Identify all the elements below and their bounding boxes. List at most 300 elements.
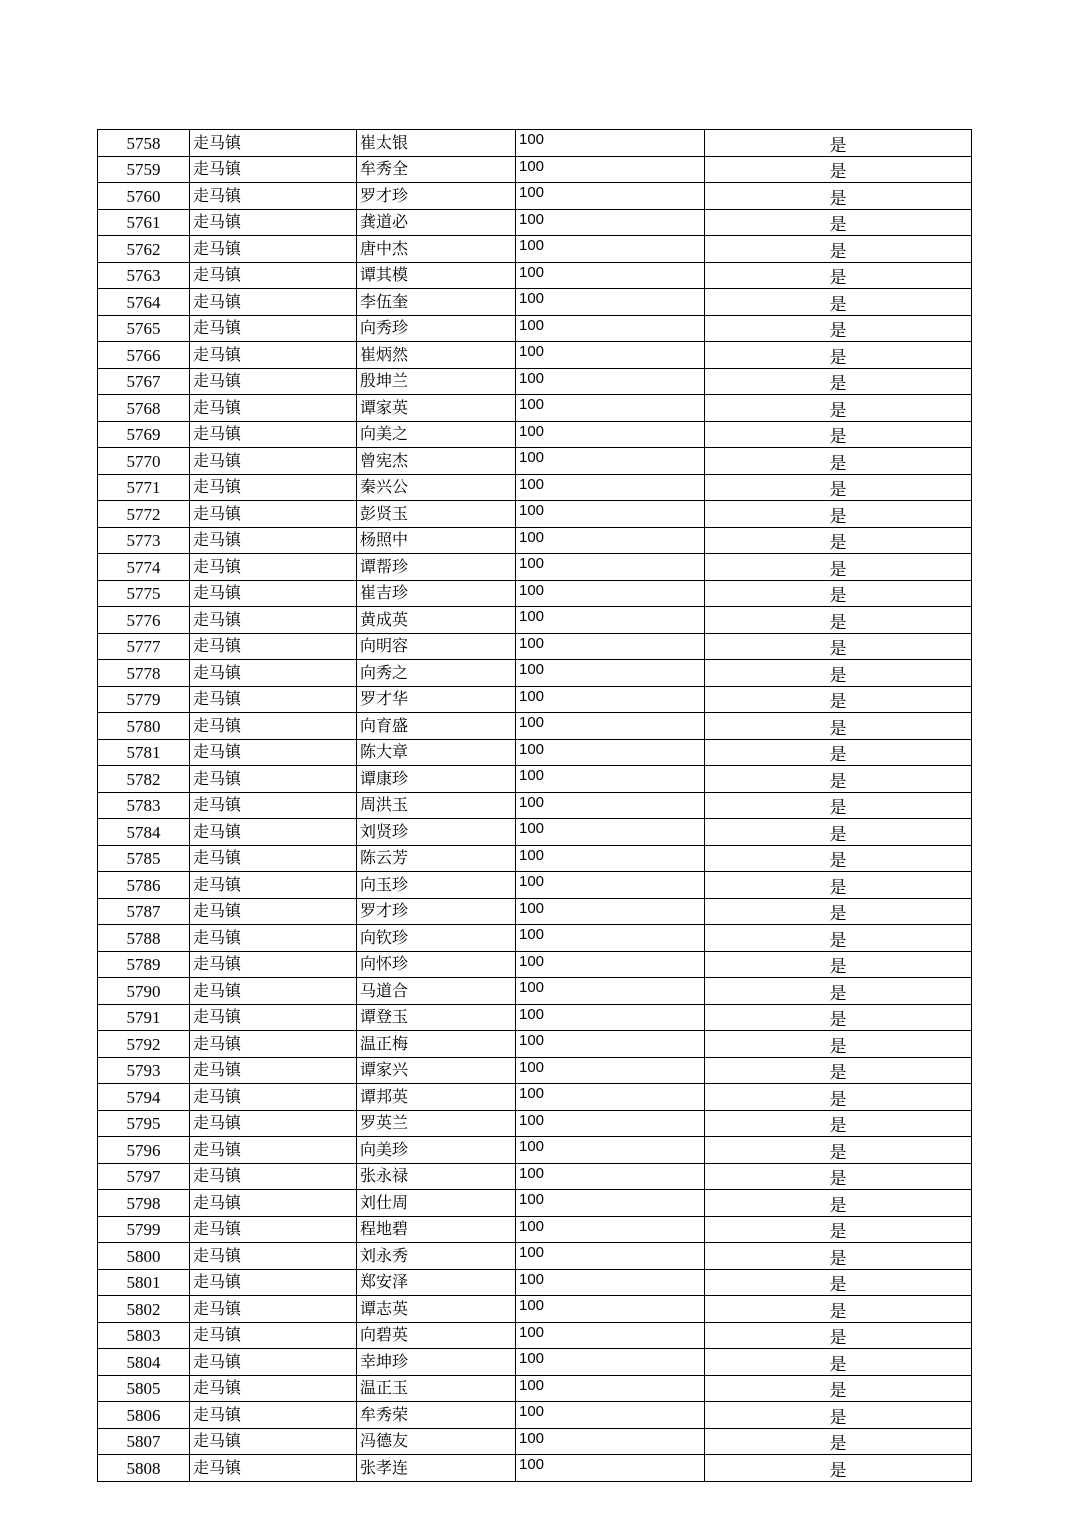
amount-cell: 100	[516, 1349, 705, 1376]
table-row	[98, 686, 972, 713]
status-cell: 是	[705, 872, 972, 899]
town-cell: 走马镇	[190, 501, 357, 528]
table-row	[98, 342, 972, 369]
table-row	[98, 739, 972, 766]
status-cell: 是	[705, 819, 972, 846]
status-cell: 是	[705, 209, 972, 236]
status-cell: 是	[705, 262, 972, 289]
town-cell: 走马镇	[190, 1243, 357, 1270]
amount-cell: 100	[516, 474, 705, 501]
table-row	[98, 130, 972, 157]
table-row	[98, 368, 972, 395]
table-row	[98, 845, 972, 872]
town-cell: 走马镇	[190, 978, 357, 1005]
table-row	[98, 1057, 972, 1084]
table-row	[98, 1084, 972, 1111]
table-row	[98, 1163, 972, 1190]
status-cell: 是	[705, 1137, 972, 1164]
town-cell: 走马镇	[190, 315, 357, 342]
town-cell: 走马镇	[190, 607, 357, 634]
name-cell: 向秀珍	[357, 315, 516, 342]
amount-cell: 100	[516, 130, 705, 157]
town-cell: 走马镇	[190, 1031, 357, 1058]
amount-cell: 100	[516, 236, 705, 263]
town-cell: 走马镇	[190, 1190, 357, 1217]
amount-cell: 100	[516, 845, 705, 872]
amount-cell: 100	[516, 872, 705, 899]
amount-cell: 100	[516, 1296, 705, 1323]
name-cell: 向秀之	[357, 660, 516, 687]
row-number: 5769	[98, 421, 190, 448]
table-row	[98, 1402, 972, 1429]
amount-cell: 100	[516, 1163, 705, 1190]
row-number: 5794	[98, 1084, 190, 1111]
row-number: 5765	[98, 315, 190, 342]
amount-cell: 100	[516, 1402, 705, 1429]
amount-cell: 100	[516, 686, 705, 713]
row-number: 5800	[98, 1243, 190, 1270]
town-cell: 走马镇	[190, 156, 357, 183]
table-row	[98, 792, 972, 819]
table-row	[98, 395, 972, 422]
amount-cell: 100	[516, 819, 705, 846]
name-cell: 罗才华	[357, 686, 516, 713]
town-cell: 走马镇	[190, 1428, 357, 1455]
name-cell: 谭家兴	[357, 1057, 516, 1084]
name-cell: 罗才珍	[357, 183, 516, 210]
name-cell: 郑安泽	[357, 1269, 516, 1296]
name-cell: 向明容	[357, 633, 516, 660]
town-cell: 走马镇	[190, 342, 357, 369]
status-cell: 是	[705, 236, 972, 263]
name-cell: 刘永秀	[357, 1243, 516, 1270]
row-number: 5785	[98, 845, 190, 872]
table-row	[98, 819, 972, 846]
status-cell: 是	[705, 1402, 972, 1429]
row-number: 5779	[98, 686, 190, 713]
status-cell: 是	[705, 925, 972, 952]
status-cell: 是	[705, 156, 972, 183]
row-number: 5793	[98, 1057, 190, 1084]
amount-cell: 100	[516, 898, 705, 925]
name-cell: 谭邦英	[357, 1084, 516, 1111]
table-row	[98, 1004, 972, 1031]
row-number: 5759	[98, 156, 190, 183]
status-cell: 是	[705, 421, 972, 448]
name-cell: 曾宪杰	[357, 448, 516, 475]
status-cell: 是	[705, 1057, 972, 1084]
name-cell: 张孝连	[357, 1455, 516, 1482]
town-cell: 走马镇	[190, 395, 357, 422]
status-cell: 是	[705, 845, 972, 872]
amount-cell: 100	[516, 607, 705, 634]
table-row	[98, 1110, 972, 1137]
status-cell: 是	[705, 686, 972, 713]
row-number: 5787	[98, 898, 190, 925]
amount-cell: 100	[516, 395, 705, 422]
amount-cell: 100	[516, 1190, 705, 1217]
amount-cell: 100	[516, 1322, 705, 1349]
row-number: 5761	[98, 209, 190, 236]
status-cell: 是	[705, 474, 972, 501]
status-cell: 是	[705, 978, 972, 1005]
status-cell: 是	[705, 1322, 972, 1349]
amount-cell: 100	[516, 951, 705, 978]
name-cell: 幸坤珍	[357, 1349, 516, 1376]
name-cell: 崔吉珍	[357, 580, 516, 607]
town-cell: 走马镇	[190, 554, 357, 581]
status-cell: 是	[705, 580, 972, 607]
name-cell: 谭登玉	[357, 1004, 516, 1031]
row-number: 5763	[98, 262, 190, 289]
table-row	[98, 1137, 972, 1164]
amount-cell: 100	[516, 925, 705, 952]
town-cell: 走马镇	[190, 739, 357, 766]
name-cell: 马道合	[357, 978, 516, 1005]
town-cell: 走马镇	[190, 1402, 357, 1429]
row-number: 5789	[98, 951, 190, 978]
amount-cell: 100	[516, 183, 705, 210]
status-cell: 是	[705, 1031, 972, 1058]
table-row	[98, 421, 972, 448]
town-cell: 走马镇	[190, 1004, 357, 1031]
table-row	[98, 580, 972, 607]
status-cell: 是	[705, 527, 972, 554]
town-cell: 走马镇	[190, 448, 357, 475]
name-cell: 彭贤玉	[357, 501, 516, 528]
row-number: 5804	[98, 1349, 190, 1376]
row-number: 5764	[98, 289, 190, 316]
status-cell: 是	[705, 1084, 972, 1111]
name-cell: 陈云芳	[357, 845, 516, 872]
town-cell: 走马镇	[190, 1296, 357, 1323]
town-cell: 走马镇	[190, 421, 357, 448]
status-cell: 是	[705, 448, 972, 475]
table-row	[98, 951, 972, 978]
table-row	[98, 262, 972, 289]
status-cell: 是	[705, 315, 972, 342]
row-number: 5803	[98, 1322, 190, 1349]
amount-cell: 100	[516, 1137, 705, 1164]
status-cell: 是	[705, 633, 972, 660]
table-row	[98, 1243, 972, 1270]
name-cell: 唐中杰	[357, 236, 516, 263]
table-row	[98, 554, 972, 581]
table-row	[98, 1428, 972, 1455]
status-cell: 是	[705, 951, 972, 978]
table-row	[98, 156, 972, 183]
row-number: 5770	[98, 448, 190, 475]
row-number: 5773	[98, 527, 190, 554]
row-number: 5798	[98, 1190, 190, 1217]
status-cell: 是	[705, 739, 972, 766]
name-cell: 向美之	[357, 421, 516, 448]
row-number: 5772	[98, 501, 190, 528]
town-cell: 走马镇	[190, 236, 357, 263]
table-row	[98, 872, 972, 899]
table-row	[98, 183, 972, 210]
table-body	[98, 130, 972, 1482]
name-cell: 刘仕周	[357, 1190, 516, 1217]
name-cell: 秦兴公	[357, 474, 516, 501]
name-cell: 向玉珍	[357, 872, 516, 899]
town-cell: 走马镇	[190, 1163, 357, 1190]
name-cell: 温正玉	[357, 1375, 516, 1402]
amount-cell: 100	[516, 448, 705, 475]
row-number: 5784	[98, 819, 190, 846]
name-cell: 张永禄	[357, 1163, 516, 1190]
row-number: 5780	[98, 713, 190, 740]
table-row	[98, 209, 972, 236]
status-cell: 是	[705, 766, 972, 793]
town-cell: 走马镇	[190, 262, 357, 289]
amount-cell: 100	[516, 289, 705, 316]
town-cell: 走马镇	[190, 1349, 357, 1376]
row-number: 5801	[98, 1269, 190, 1296]
amount-cell: 100	[516, 209, 705, 236]
status-cell: 是	[705, 130, 972, 157]
table-row	[98, 289, 972, 316]
row-number: 5796	[98, 1137, 190, 1164]
row-number: 5771	[98, 474, 190, 501]
name-cell: 龚道必	[357, 209, 516, 236]
subsidy-table	[97, 129, 972, 1482]
status-cell: 是	[705, 1004, 972, 1031]
row-number: 5806	[98, 1402, 190, 1429]
row-number: 5802	[98, 1296, 190, 1323]
row-number: 5791	[98, 1004, 190, 1031]
table-row	[98, 236, 972, 263]
status-cell: 是	[705, 1190, 972, 1217]
amount-cell: 100	[516, 1243, 705, 1270]
name-cell: 牟秀荣	[357, 1402, 516, 1429]
status-cell: 是	[705, 368, 972, 395]
town-cell: 走马镇	[190, 925, 357, 952]
town-cell: 走马镇	[190, 289, 357, 316]
table-row	[98, 978, 972, 1005]
table-row	[98, 1375, 972, 1402]
status-cell: 是	[705, 660, 972, 687]
row-number: 5799	[98, 1216, 190, 1243]
amount-cell: 100	[516, 580, 705, 607]
town-cell: 走马镇	[190, 633, 357, 660]
status-cell: 是	[705, 898, 972, 925]
row-number: 5808	[98, 1455, 190, 1482]
town-cell: 走马镇	[190, 713, 357, 740]
name-cell: 向美珍	[357, 1137, 516, 1164]
town-cell: 走马镇	[190, 1216, 357, 1243]
town-cell: 走马镇	[190, 819, 357, 846]
status-cell: 是	[705, 289, 972, 316]
town-cell: 走马镇	[190, 845, 357, 872]
amount-cell: 100	[516, 766, 705, 793]
row-number: 5807	[98, 1428, 190, 1455]
table-row	[98, 315, 972, 342]
amount-cell: 100	[516, 978, 705, 1005]
amount-cell: 100	[516, 713, 705, 740]
town-cell: 走马镇	[190, 1322, 357, 1349]
name-cell: 谭志英	[357, 1296, 516, 1323]
table-row	[98, 448, 972, 475]
row-number: 5783	[98, 792, 190, 819]
status-cell: 是	[705, 554, 972, 581]
table-row	[98, 1322, 972, 1349]
town-cell: 走马镇	[190, 1375, 357, 1402]
status-cell: 是	[705, 1110, 972, 1137]
amount-cell: 100	[516, 421, 705, 448]
table-row	[98, 1031, 972, 1058]
table-row	[98, 1216, 972, 1243]
name-cell: 向碧英	[357, 1322, 516, 1349]
row-number: 5797	[98, 1163, 190, 1190]
town-cell: 走马镇	[190, 183, 357, 210]
status-cell: 是	[705, 501, 972, 528]
amount-cell: 100	[516, 1084, 705, 1111]
row-number: 5778	[98, 660, 190, 687]
table-row	[98, 660, 972, 687]
town-cell: 走马镇	[190, 474, 357, 501]
row-number: 5768	[98, 395, 190, 422]
name-cell: 谭家英	[357, 395, 516, 422]
name-cell: 向钦珍	[357, 925, 516, 952]
row-number: 5781	[98, 739, 190, 766]
row-number: 5758	[98, 130, 190, 157]
town-cell: 走马镇	[190, 686, 357, 713]
amount-cell: 100	[516, 368, 705, 395]
table-row	[98, 1349, 972, 1376]
amount-cell: 100	[516, 660, 705, 687]
town-cell: 走马镇	[190, 527, 357, 554]
table-row	[98, 607, 972, 634]
amount-cell: 100	[516, 1031, 705, 1058]
name-cell: 周洪玉	[357, 792, 516, 819]
amount-cell: 100	[516, 1057, 705, 1084]
town-cell: 走马镇	[190, 1057, 357, 1084]
name-cell: 温正梅	[357, 1031, 516, 1058]
name-cell: 崔太银	[357, 130, 516, 157]
amount-cell: 100	[516, 792, 705, 819]
amount-cell: 100	[516, 1428, 705, 1455]
amount-cell: 100	[516, 1216, 705, 1243]
row-number: 5777	[98, 633, 190, 660]
row-number: 5774	[98, 554, 190, 581]
town-cell: 走马镇	[190, 209, 357, 236]
town-cell: 走马镇	[190, 1110, 357, 1137]
amount-cell: 100	[516, 501, 705, 528]
table-row	[98, 474, 972, 501]
town-cell: 走马镇	[190, 1137, 357, 1164]
town-cell: 走马镇	[190, 1084, 357, 1111]
name-cell: 向育盛	[357, 713, 516, 740]
town-cell: 走马镇	[190, 660, 357, 687]
table-row	[98, 1269, 972, 1296]
status-cell: 是	[705, 1455, 972, 1482]
name-cell: 向怀珍	[357, 951, 516, 978]
row-number: 5792	[98, 1031, 190, 1058]
amount-cell: 100	[516, 739, 705, 766]
status-cell: 是	[705, 183, 972, 210]
name-cell: 冯德友	[357, 1428, 516, 1455]
amount-cell: 100	[516, 633, 705, 660]
name-cell: 罗才珍	[357, 898, 516, 925]
town-cell: 走马镇	[190, 951, 357, 978]
table-row	[98, 1190, 972, 1217]
amount-cell: 100	[516, 156, 705, 183]
status-cell: 是	[705, 1243, 972, 1270]
table-row	[98, 633, 972, 660]
status-cell: 是	[705, 1349, 972, 1376]
row-number: 5767	[98, 368, 190, 395]
amount-cell: 100	[516, 1269, 705, 1296]
town-cell: 走马镇	[190, 580, 357, 607]
town-cell: 走马镇	[190, 130, 357, 157]
table-row	[98, 713, 972, 740]
status-cell: 是	[705, 792, 972, 819]
table-row	[98, 527, 972, 554]
name-cell: 陈大章	[357, 739, 516, 766]
table-row	[98, 925, 972, 952]
status-cell: 是	[705, 1216, 972, 1243]
amount-cell: 100	[516, 1455, 705, 1482]
status-cell: 是	[705, 1296, 972, 1323]
table-row	[98, 1455, 972, 1482]
status-cell: 是	[705, 1375, 972, 1402]
row-number: 5795	[98, 1110, 190, 1137]
amount-cell: 100	[516, 262, 705, 289]
town-cell: 走马镇	[190, 872, 357, 899]
status-cell: 是	[705, 1269, 972, 1296]
table-row	[98, 1296, 972, 1323]
row-number: 5775	[98, 580, 190, 607]
status-cell: 是	[705, 1428, 972, 1455]
name-cell: 崔炳然	[357, 342, 516, 369]
name-cell: 罗英兰	[357, 1110, 516, 1137]
row-number: 5790	[98, 978, 190, 1005]
name-cell: 谭其模	[357, 262, 516, 289]
amount-cell: 100	[516, 527, 705, 554]
row-number: 5776	[98, 607, 190, 634]
town-cell: 走马镇	[190, 1455, 357, 1482]
town-cell: 走马镇	[190, 766, 357, 793]
table-row	[98, 766, 972, 793]
status-cell: 是	[705, 607, 972, 634]
amount-cell: 100	[516, 1004, 705, 1031]
status-cell: 是	[705, 342, 972, 369]
name-cell: 李伍奎	[357, 289, 516, 316]
status-cell: 是	[705, 395, 972, 422]
name-cell: 刘贤珍	[357, 819, 516, 846]
status-cell: 是	[705, 713, 972, 740]
row-number: 5782	[98, 766, 190, 793]
name-cell: 殷坤兰	[357, 368, 516, 395]
amount-cell: 100	[516, 315, 705, 342]
amount-cell: 100	[516, 1375, 705, 1402]
row-number: 5762	[98, 236, 190, 263]
table-row	[98, 898, 972, 925]
town-cell: 走马镇	[190, 792, 357, 819]
name-cell: 谭康珍	[357, 766, 516, 793]
name-cell: 黄成英	[357, 607, 516, 634]
name-cell: 程地碧	[357, 1216, 516, 1243]
row-number: 5805	[98, 1375, 190, 1402]
amount-cell: 100	[516, 342, 705, 369]
status-cell: 是	[705, 1163, 972, 1190]
row-number: 5786	[98, 872, 190, 899]
name-cell: 谭帮珍	[357, 554, 516, 581]
table-row	[98, 501, 972, 528]
town-cell: 走马镇	[190, 898, 357, 925]
amount-cell: 100	[516, 1110, 705, 1137]
